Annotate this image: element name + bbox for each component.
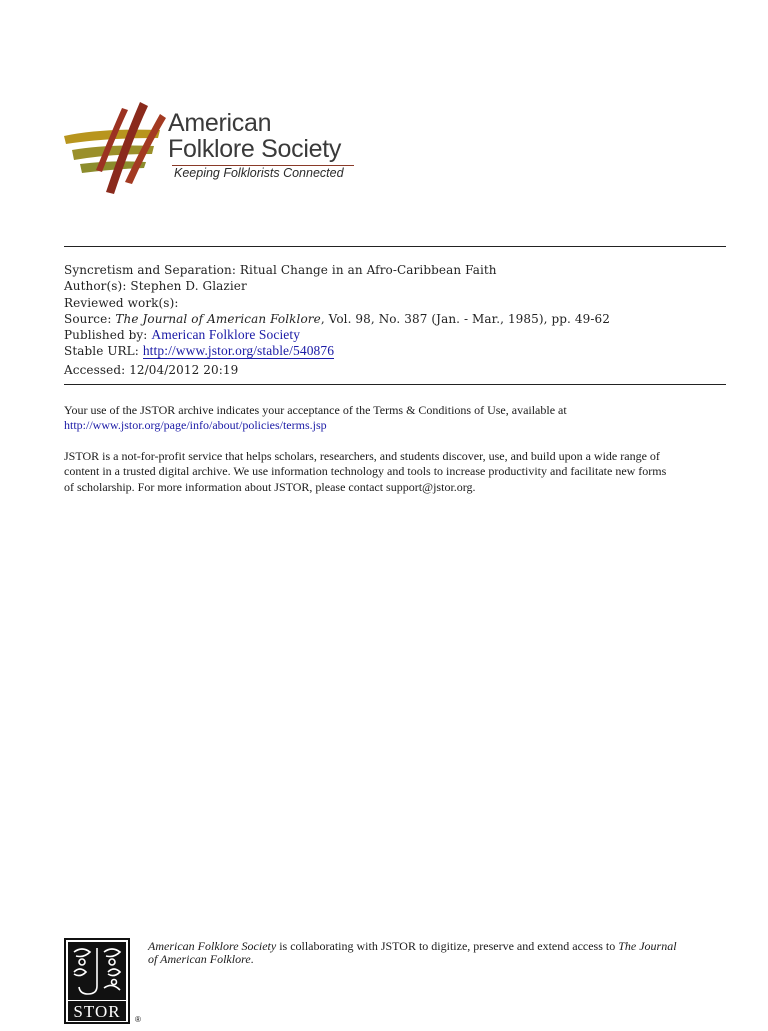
citation-block [64,262,744,378]
publisher-label: Published by: [64,328,148,343]
footer-org: American Folklore Society [148,939,277,953]
reviewed-row [64,295,744,311]
terms-link[interactable]: http://www.jstor.org/page/info/about/policies/terms.jsp [64,418,327,433]
accessed-value: 12/04/2012 20:19 [129,362,239,377]
registered-mark: ® [135,1015,141,1024]
afs-emblem-icon [62,100,172,200]
footer-middle: is collaborating with JSTOR to digitize, preserve and extend access to [276,939,619,953]
source-details: , Vol. 98, No. 387 (Jan. - Mar., 1985), pp. 49-62 [320,311,610,326]
source-journal: The Journal of American Folklore [115,311,321,326]
jstor-emblem-icon [64,938,146,1026]
terms-text: Your use of the JSTOR archive indicates your acceptance of the Terms & Conditions of Use, available at [64,403,567,417]
author-label: Author(s): [64,279,127,294]
publisher-row [64,327,744,343]
bottom-divider [64,384,726,385]
top-divider [64,246,726,247]
stable-url-row [64,343,744,359]
about-line-3: of scholarship. For more information about JSTOR, please contact support@jstor.org. [64,479,476,494]
logo-tagline: Keeping Folklorists Connected [174,166,344,180]
jstor-logo [64,938,146,1026]
about-line-1: JSTOR is a not-for-profit service that helps scholars, researchers, and students discover, use, and build upon a wide range of [64,449,660,463]
stable-url-label: Stable URL: [64,344,139,359]
jstor-logo-text: STOR [73,1002,121,1021]
footer-end: . [250,951,254,966]
terms-paragraph [64,403,724,434]
source-row [64,311,744,327]
author-value: Stephen D. Glazier [130,279,247,294]
logo-name-line1: American [168,109,272,137]
footer-journal-part1: The Journal [618,939,677,953]
author-row [64,278,744,294]
accessed-row [64,362,744,378]
publisher-link[interactable]: American Folklore Society [151,327,301,343]
footer-journal-part2: of American Folklore [148,951,251,966]
logo-name-line2: Folklore Society [168,135,342,163]
source-label: Source: [64,311,112,326]
accessed-label: Accessed: [64,362,126,377]
reviewed-label: Reviewed work(s): [64,295,179,310]
about-paragraph [64,449,724,495]
footer-text [148,940,738,965]
about-line-2: content in a trusted digital archive. We use information technology and tools to increase productivity and facilitate new forms [64,464,667,479]
afs-logo [62,100,362,200]
article-title: Syncretism and Separation: Ritual Change in an Afro-Caribbean Faith [64,263,497,277]
stable-url-link[interactable]: http://www.jstor.org/stable/540876 [142,343,335,359]
